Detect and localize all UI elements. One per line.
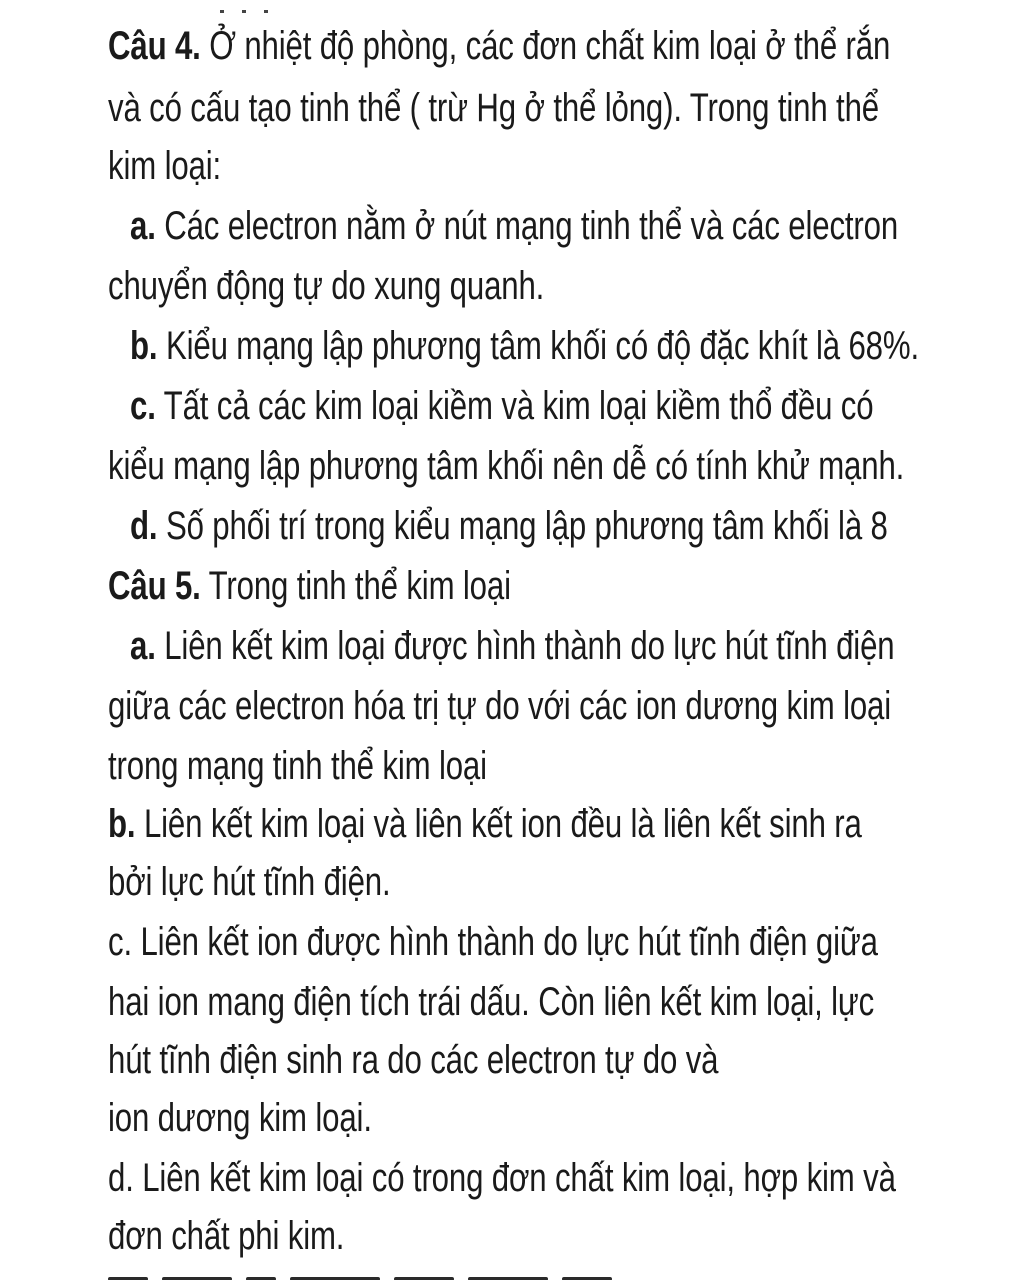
q4-option-a-line-2: chuyển động tự do xung quanh. [108, 264, 545, 308]
q5-option-a-line-3: trong mạng tinh thể kim loại [108, 744, 487, 788]
q5-label: Câu 5. [108, 564, 201, 608]
q5-option-c-line-4: ion dương kim loại. [108, 1096, 372, 1140]
q4-label: Câu 4. [108, 24, 201, 68]
q4-option-c-line-2: kiểu mạng lập phương tâm khối nên dễ có tính khử mạnh. [108, 444, 905, 488]
q4-option-d-line-1: d. Số phối trí trong kiểu mạng lập phương tâm khối là 8 [130, 504, 888, 548]
q4-option-c-label: c. [130, 384, 156, 428]
q5-stem-line-1: Câu 5. Trong tinh thể kim loại [108, 564, 511, 608]
q4-stem-line-2: và có cấu tạo tinh thể ( trừ Hg ở thể lỏng). Trong tinh thể [108, 86, 879, 130]
q5-option-c-line-3: hút tĩnh điện sinh ra do các electron tự do và [108, 1038, 719, 1082]
q5-option-c-line-2: hai ion mang điện tích trái dấu. Còn liên kết kim loại, lực [108, 980, 875, 1024]
q4-option-b-label: b. [130, 324, 158, 368]
cropped-text-top [220, 0, 340, 6]
q5-option-b-line-2: bởi lực hút tĩnh điện. [108, 860, 391, 904]
q4-option-a-line-1: a. Các electron nằm ở nút mạng tinh thể và các electron [130, 204, 899, 248]
q4-stem-line-1: Câu 4. Ở nhiệt độ phòng, các đơn chất kim loại ở thể rắn [108, 24, 891, 68]
cropped-text-bottom [108, 1268, 668, 1280]
q4-option-d-label: d. [130, 504, 158, 548]
q5-option-c-line-1: c. Liên kết ion được hình thành do lực hút tĩnh điện giữa [108, 920, 878, 964]
q4-option-c-line-1: c. Tất cả các kim loại kiềm và kim loại kiềm thổ đều có [130, 384, 874, 428]
q4-stem-line-3: kim loại: [108, 144, 222, 188]
q4-option-a-label: a. [130, 204, 156, 248]
q5-option-a-line-2: giữa các electron hóa trị tự do với các ion dương kim loại [108, 684, 892, 728]
q5-option-d-line-1: d. Liên kết kim loại có trong đơn chất kim loại, hợp kim và [108, 1156, 896, 1200]
q5-option-b-label: b. [108, 802, 136, 846]
q5-option-d-line-2: đơn chất phi kim. [108, 1214, 345, 1258]
q5-option-b-line-1: b. Liên kết kim loại và liên kết ion đều là liên kết sinh ra [108, 802, 862, 846]
q5-option-a-line-1: a. Liên kết kim loại được hình thành do lực hút tĩnh điện [130, 624, 895, 668]
q4-option-b-line-1: b. Kiểu mạng lập phương tâm khối có độ đặc khít là 68%. [130, 324, 919, 368]
q5-option-a-label: a. [130, 624, 156, 668]
